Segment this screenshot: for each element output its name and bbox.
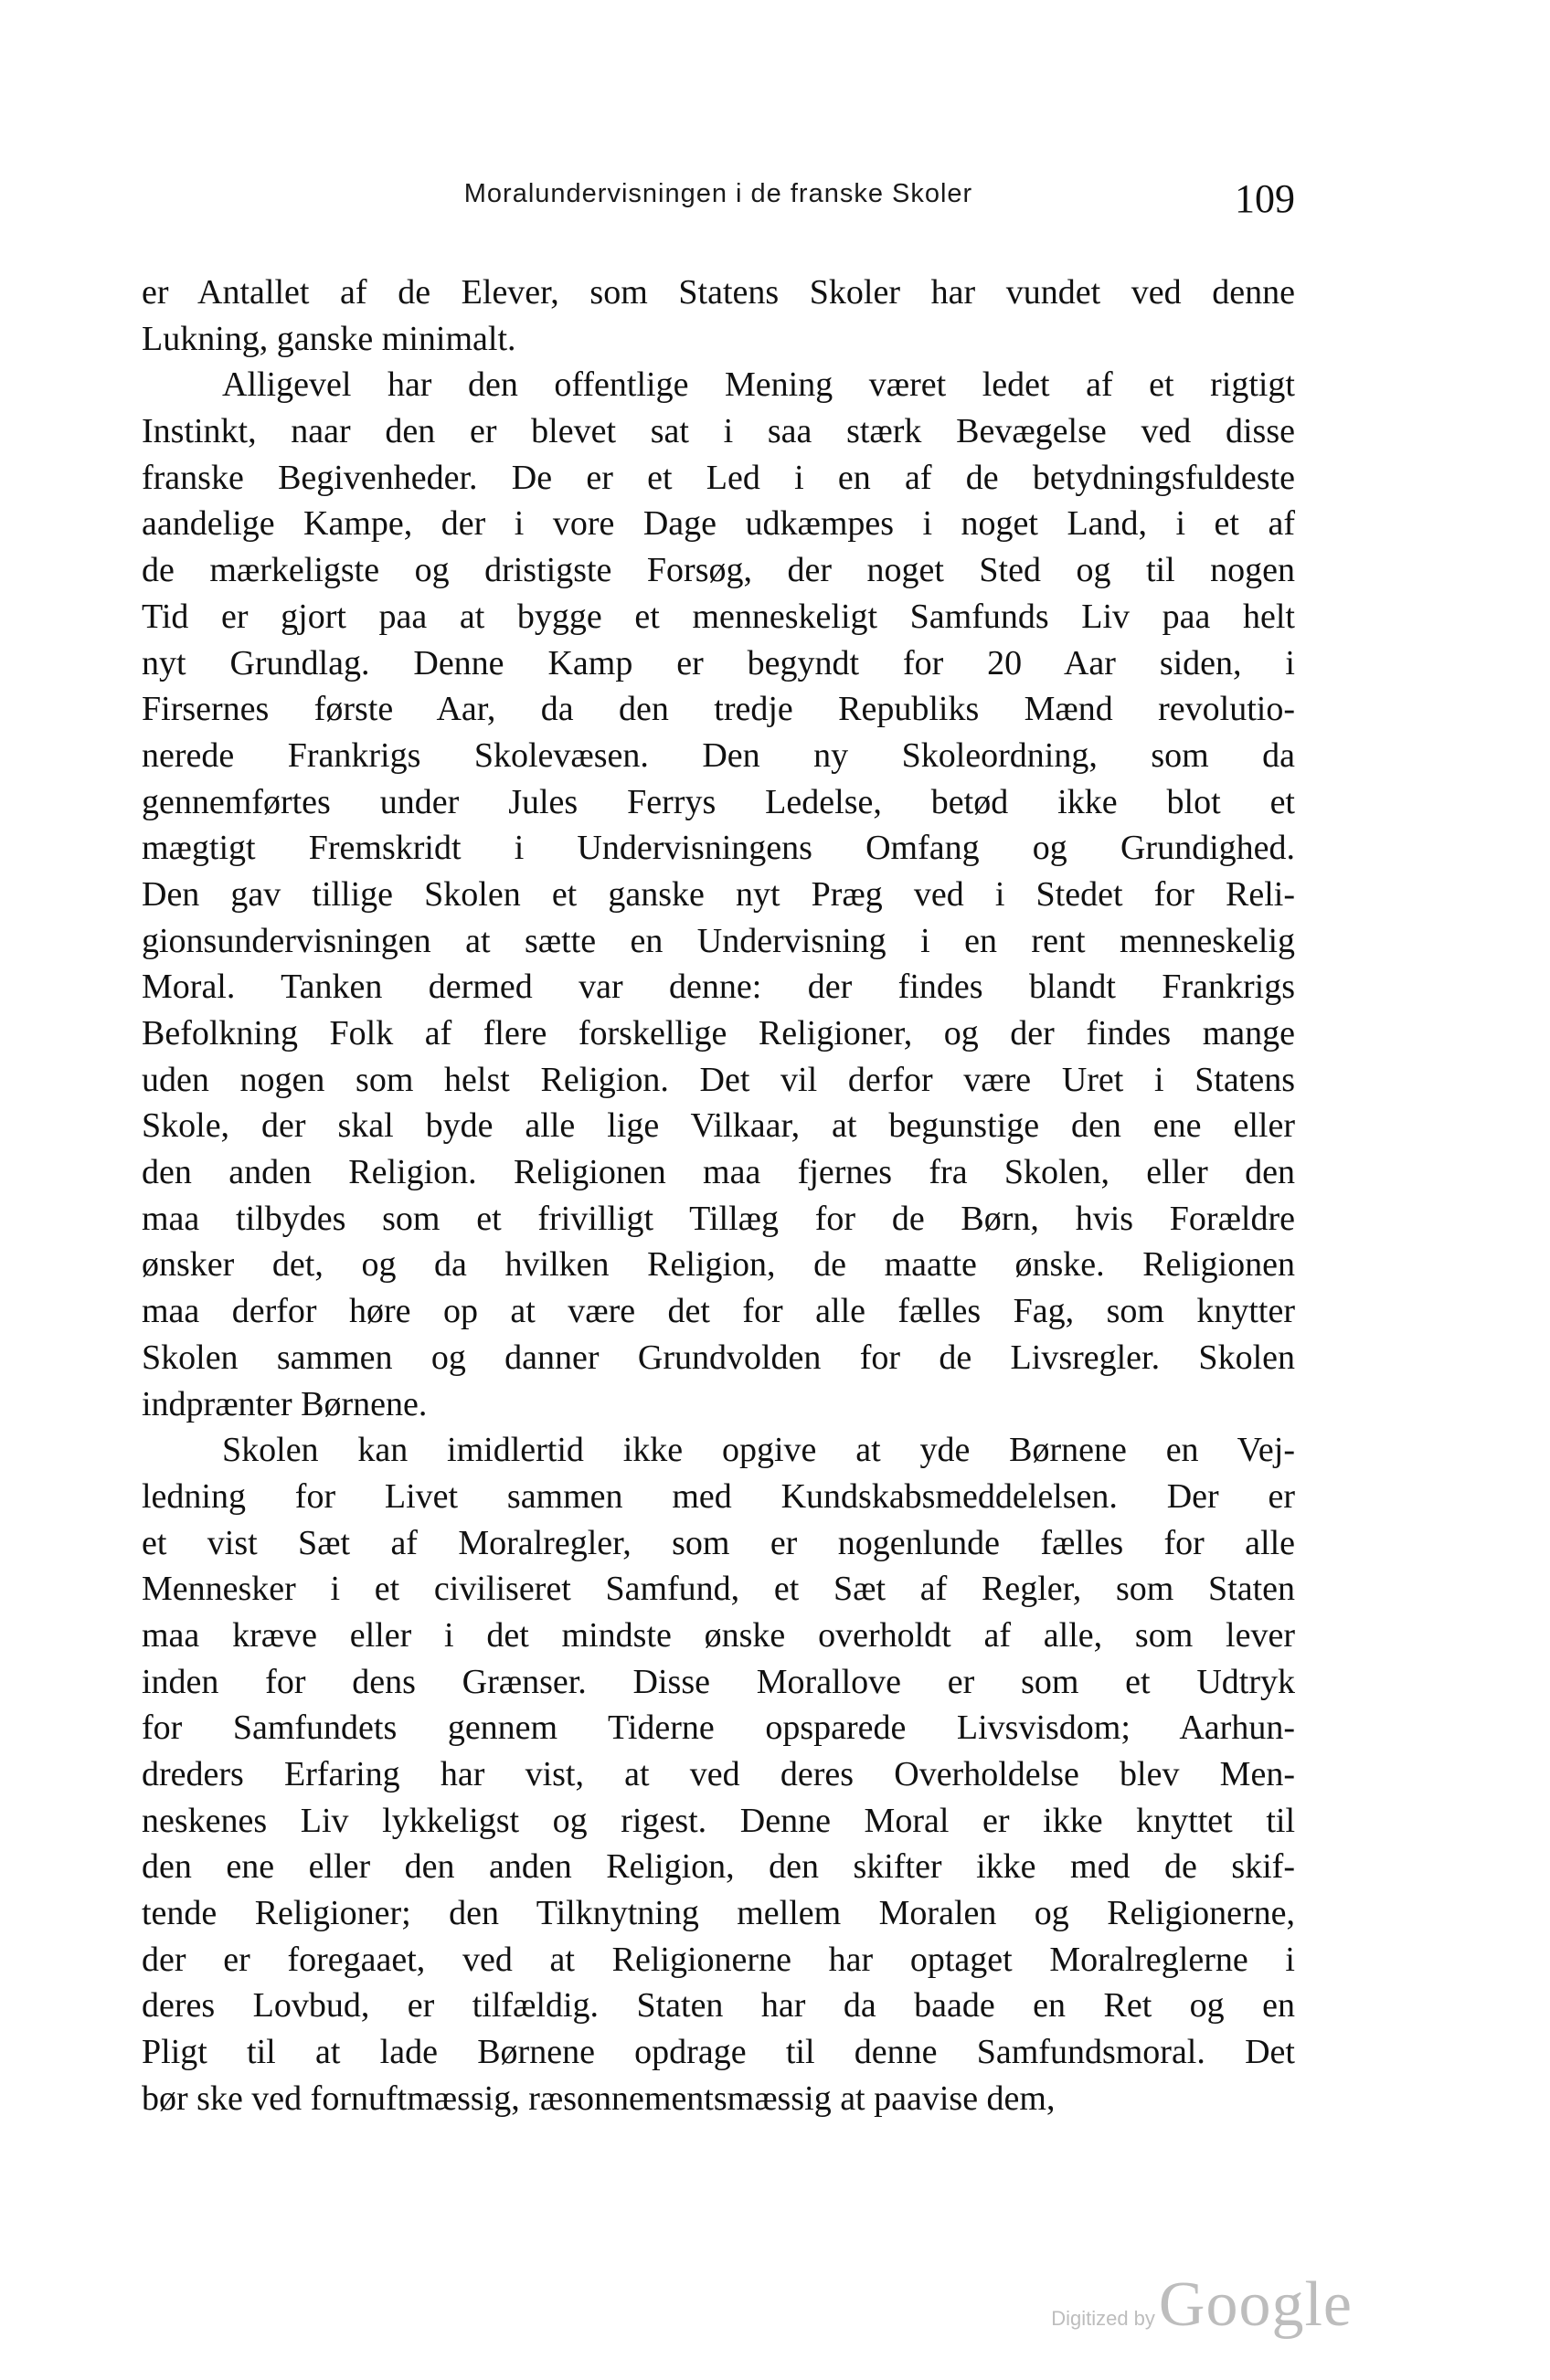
text-line: dreders Erfaring har vist, at ved deres Overholdelse blev Men- (142, 1755, 1295, 1793)
text-line: Den gav tillige Skolen et ganske nyt Præg ved i Stedet for Reli- (142, 874, 1295, 914)
text-line: ønsker det, og da hvilken Religion, de maatte ønske. Religionen (142, 1245, 1295, 1285)
text-line: den ene eller den anden Religion, den skifter ikke med de skif- (142, 1847, 1295, 1887)
text-line: Tid er gjort paa at bygge et menneskeligt Samfunds Liv paa helt (142, 597, 1295, 636)
text-line: ledning for Livet sammen med Kundskabsmeddelelsen. Der er (142, 1476, 1295, 1516)
text-line: Alligevel har den offentlige Mening været ledet af et rigtigt (222, 365, 1295, 405)
paragraph (142, 1427, 1295, 2121)
text-line: Skole, der skal byde alle lige Vilkaar, at begunstige den ene eller (142, 1106, 1295, 1146)
text-line: bør ske ved fornuftmæssig, ræsonnementsmæssig at paavise dem, (142, 2079, 1056, 2118)
text-line: franske Begivenheder. De er et Led i en af de betydningsfuldeste (142, 458, 1295, 497)
text-line: de mærkeligste og dristigste Forsøg, der noget Sted og til nogen (142, 551, 1295, 590)
text-line: Skolen sammen og danner Grundvolden for de Livsregler. Skolen (142, 1338, 1295, 1377)
text-line: for Samfundets gennem Tiderne opsparede Livsvisdom; Aarhun- (142, 1708, 1295, 1748)
text-line: nyt Grundlag. Denne Kamp er begyndt for 20 Aar siden, i (142, 643, 1295, 682)
text-line: inden for dens Grænser. Disse Morallove er som et Udtryk (142, 1662, 1295, 1701)
text-line: er Antallet af de Elever, som Statens Skoler har vundet ved denne (142, 273, 1295, 312)
text-line: Moral. Tanken dermed var denne: der findes blandt Frankrigs (142, 968, 1295, 1007)
text-line: nerede Frankrigs Skolevæsen. Den ny Skoleordning, som da (142, 735, 1295, 775)
paragraph (142, 362, 1295, 1427)
text-line: aandelige Kampe, der i vore Dage udkæmpes i noget Land, i et af (142, 504, 1295, 544)
text-line: uden nogen som helst Religion. Det vil derfor være Uret i Statens (142, 1060, 1295, 1099)
text-line: indprænter Børnene. (142, 1384, 428, 1423)
text-line: neskenes Liv lykkeligst og rigest. Denne Moral er ikke knyttet til (142, 1801, 1295, 1840)
page-number: 109 (1235, 176, 1295, 221)
paragraph (142, 270, 1295, 362)
text-line: et vist Sæt af Moralregler, som er nogenlunde fælles for alle (142, 1523, 1295, 1562)
text-line: Lukning, ganske minimalt. (142, 319, 516, 358)
text-line: Instinkt, naar den er blevet sat i saa stærk Bevægelse ved disse (142, 412, 1295, 451)
text-line: tende Religioner; den Tilknytning mellem Moralen og Religionerne, (142, 1894, 1295, 1933)
text-line: gennemførtes under Jules Ferrys Ledelse, betød ikke blot et (142, 782, 1295, 821)
body-text (142, 270, 1295, 2122)
text-line: Skolen kan imidlertid ikke opgive at yde Børnene en Vej- (222, 1431, 1295, 1470)
text-line: Pligt til at lade Børnene opdrage til denne Samfundsmoral. Det (142, 2033, 1295, 2072)
text-line: maa tilbydes som et frivilligt Tillæg for de Børn, hvis Forældre (142, 1199, 1295, 1238)
text-line: mægtigt Fremskridt i Undervisningens Omfang og Grundighed. (142, 829, 1295, 868)
text-line: der er foregaaet, ved at Religionerne har optaget Moralreglerne i (142, 1940, 1295, 1979)
text-line: den anden Religion. Religionen maa fjernes fra Skolen, eller den (142, 1153, 1295, 1192)
text-line: gionsundervisningen at sætte en Undervisning i en rent menneskelig (142, 921, 1295, 960)
text-line: Mennesker i et civiliseret Samfund, et Sæt af Regler, som Staten (142, 1570, 1295, 1609)
text-line: maa kræve eller i det mindste ønske overholdt af alle, som lever (142, 1615, 1295, 1655)
running-title: Moralundervisningen i de franske Skoler (463, 179, 973, 208)
digitized-by-google-watermark (1051, 2269, 1353, 2342)
google-logo: Google (1158, 2269, 1353, 2340)
watermark-prefix: Digitized by (1051, 2307, 1155, 2330)
text-line: deres Lovbud, er tilfældig. Staten har da baade en Ret og en (142, 1986, 1295, 2026)
text-line: maa derfor høre op at være det for alle fælles Fag, som knytter (142, 1292, 1295, 1331)
text-line: Befolkning Folk af flere forskellige Religioner, og der findes mange (142, 1014, 1295, 1052)
page-header (142, 176, 1295, 230)
text-line: Firsernes første Aar, da den tredje Republiks Mænd revolutio- (142, 690, 1295, 729)
